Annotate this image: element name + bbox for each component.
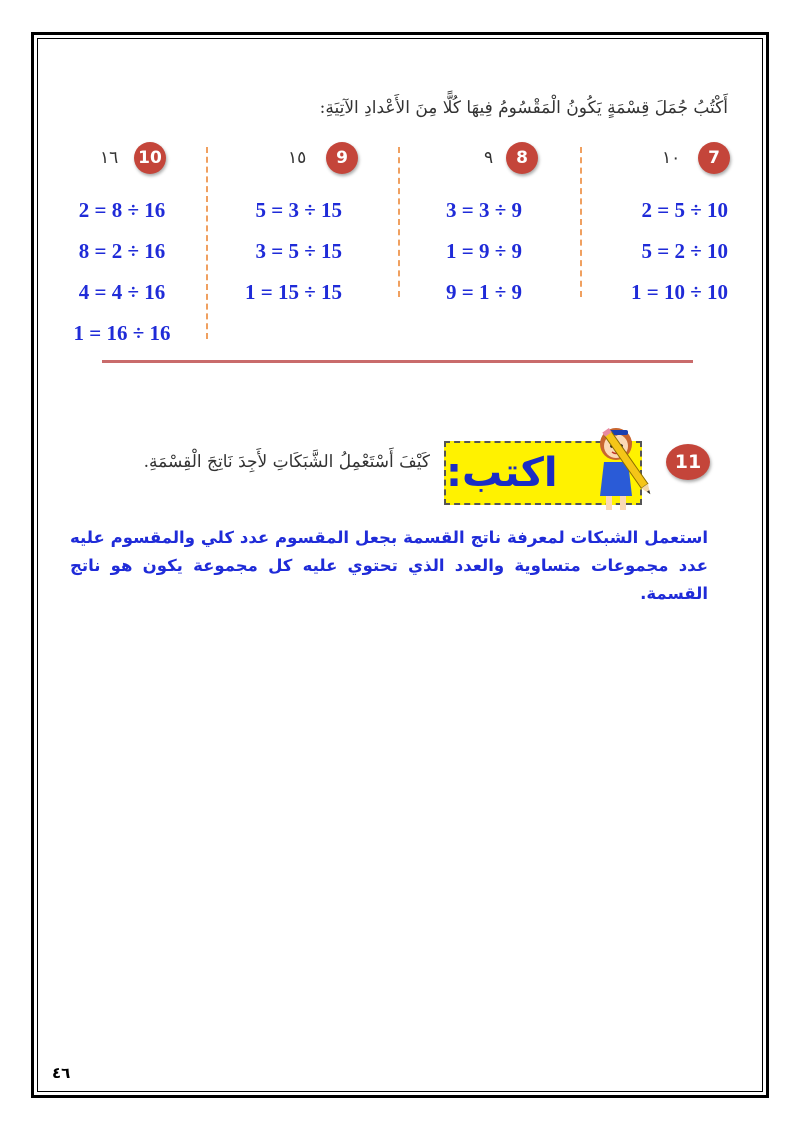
equation-list	[446, 190, 560, 313]
exercise-number-badge: 9	[326, 142, 358, 174]
division-equation: 2 = 8 ÷ 16	[78, 198, 166, 222]
dividend-label: ١٥	[288, 148, 307, 168]
division-equation: 2 = 5 ÷ 10	[641, 198, 728, 222]
division-equation: 3 = 3 ÷ 9	[446, 198, 522, 222]
answer-text: استعمل الشبكات لمعرفة ناتج القسمة بجعل المقسوم عدد كلي والمقسوم عليه عدد مجموعات متساوية والعدد الذي تحتوي عليه كل مجموعة يكون هو ناتج القسمة.	[70, 528, 708, 603]
dividend-label: ١٠	[662, 148, 681, 168]
division-equation: 4 = 4 ÷ 16	[78, 280, 166, 304]
column-header	[604, 140, 754, 176]
division-equation: 5 = 2 ÷ 10	[641, 239, 728, 263]
column-header	[62, 140, 212, 176]
exercise-column-10	[62, 140, 212, 354]
division-equation: 5 = 3 ÷ 15	[255, 198, 342, 222]
exercise-number-badge: 7	[698, 142, 730, 174]
column-header	[218, 140, 368, 176]
exercise-column-8	[410, 140, 560, 313]
division-equation: 1 = 10 ÷ 10	[631, 280, 728, 304]
division-equation: 8 = 2 ÷ 16	[78, 239, 166, 263]
equation-list	[218, 190, 342, 313]
exercise-number-badge-11: 11	[666, 444, 710, 480]
column-separator	[398, 147, 400, 297]
equation-list	[604, 190, 728, 313]
exercise-number-badge: 8	[506, 142, 538, 174]
division-equation: 1 = 9 ÷ 9	[446, 239, 522, 263]
column-separator	[206, 147, 208, 339]
division-equation: 1 = 16 ÷ 16	[73, 321, 171, 345]
exercise-column-7	[604, 140, 754, 313]
column-separator	[580, 147, 582, 297]
write-label: اكتب:	[446, 450, 558, 496]
division-equation: 9 = 1 ÷ 9	[446, 280, 522, 304]
equation-list	[62, 190, 182, 354]
exercise-column-9	[218, 140, 368, 313]
division-equation: 1 = 15 ÷ 15	[245, 280, 342, 304]
girl-with-pencil-icon	[592, 418, 652, 514]
exercise-instruction: أَكْتُبُ جُمَلَ قِسْمَةٍ يَكُونُ الْمَقْسُومُ فِيهَا كُلًّا مِنَ الأَعْدادِ الآتِيَةِ:	[319, 98, 728, 118]
exercise-number-badge: 10	[134, 142, 166, 174]
division-equation: 3 = 5 ÷ 15	[255, 239, 342, 263]
section-divider	[102, 360, 693, 363]
dividend-label: ١٦	[100, 148, 119, 168]
column-header	[410, 140, 560, 176]
question-11-text: كَيْفَ أَسْتَعْمِلُ الشَّبَكَاتِ لأَجِدَ نَاتِجَ الْقِسْمَةِ.	[143, 452, 430, 472]
dividend-label: ٩	[484, 148, 494, 168]
page-number: ٤٦	[52, 1064, 71, 1082]
